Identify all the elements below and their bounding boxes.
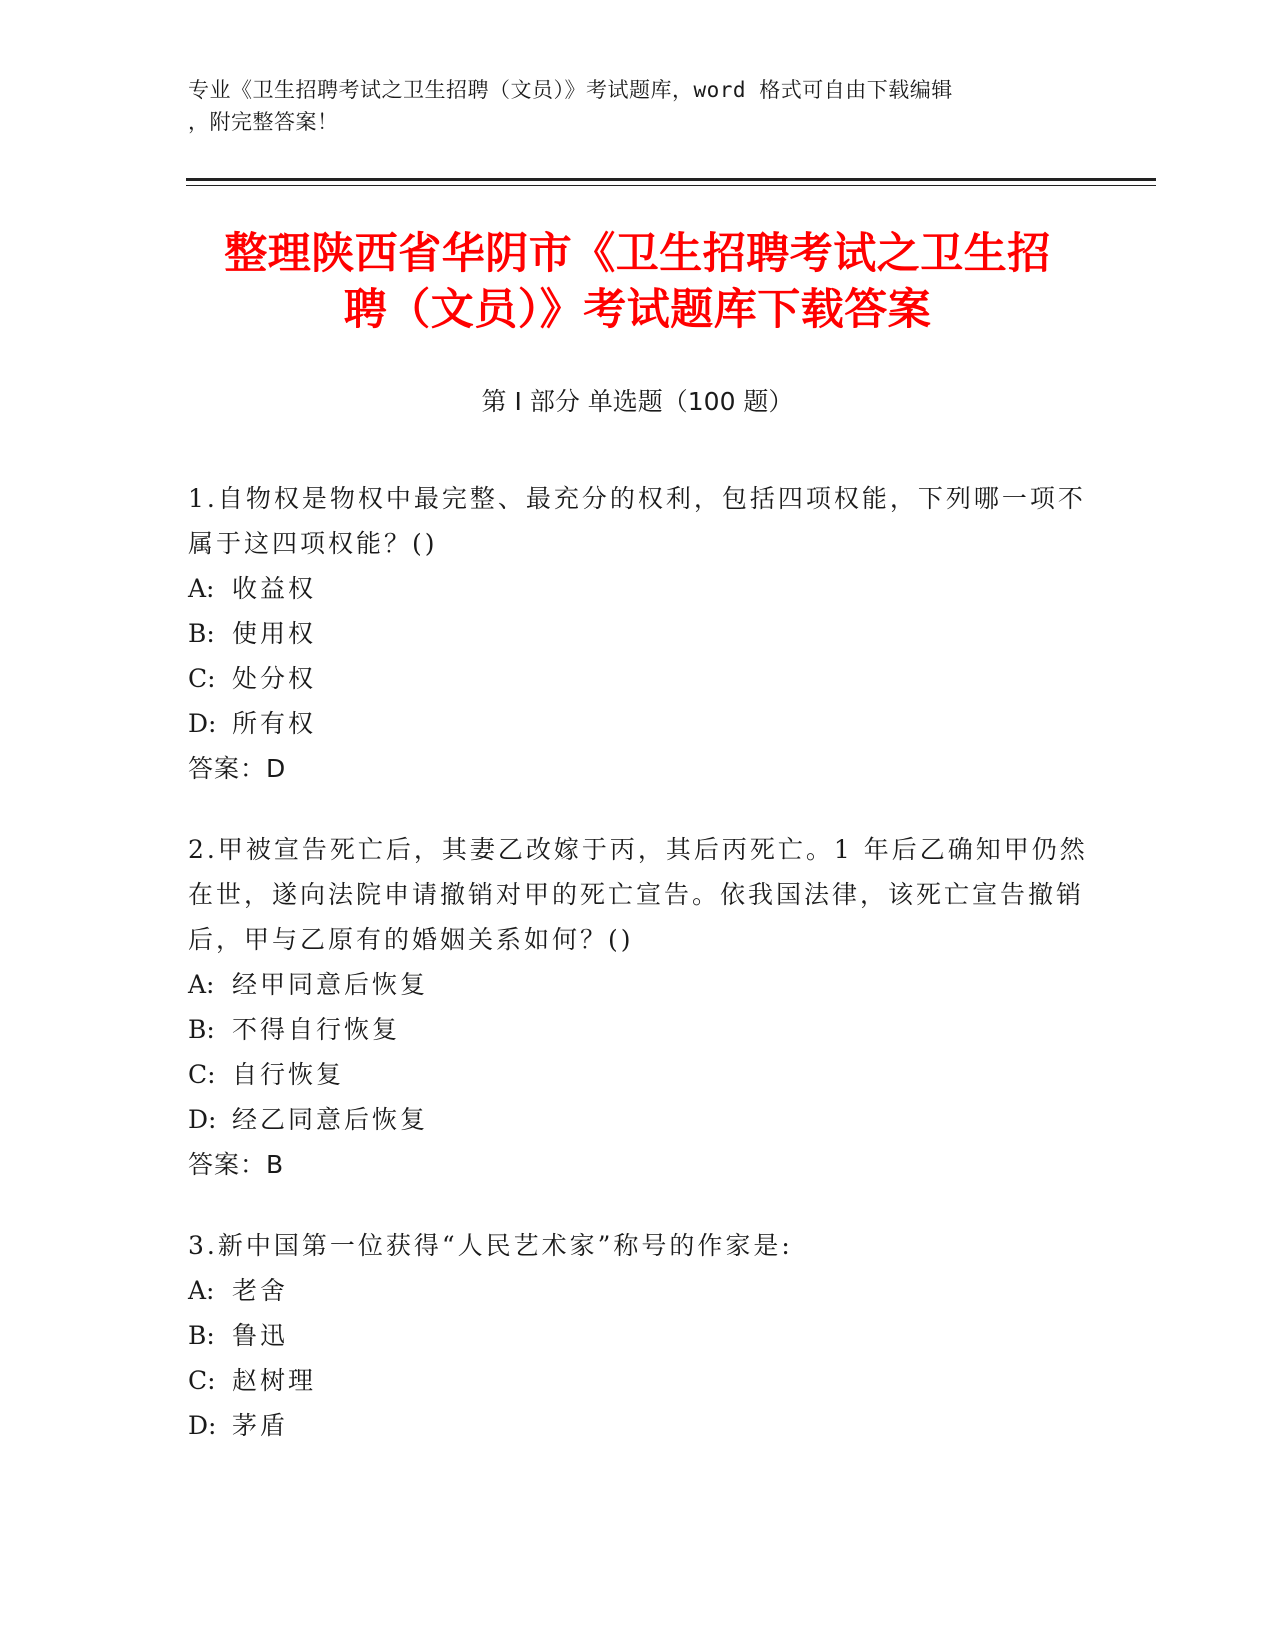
option-c bbox=[188, 1358, 1088, 1403]
option-text: 不得自行恢复 bbox=[232, 1015, 401, 1044]
option-letter: B: bbox=[188, 1015, 215, 1044]
option-text: 老舍 bbox=[232, 1276, 289, 1305]
option-text: 自行恢复 bbox=[232, 1060, 345, 1089]
option-text: 鲁迅 bbox=[232, 1321, 289, 1350]
header-rule-thin bbox=[186, 185, 1156, 186]
question-item bbox=[188, 476, 1088, 791]
option-letter: A: bbox=[188, 1276, 215, 1305]
option-letter: D: bbox=[188, 709, 217, 738]
option-letter: C: bbox=[188, 1060, 216, 1089]
option-letter: A: bbox=[188, 970, 215, 999]
option-a bbox=[188, 1268, 1088, 1313]
option-b bbox=[188, 611, 1088, 656]
answer-line: 答案：D bbox=[188, 754, 287, 783]
option-letter: D: bbox=[188, 1105, 217, 1134]
section-heading: 第 I 部分 单选题（100 题） bbox=[481, 387, 794, 416]
question-text: 1.自物权是物权中最完整、最充分的权利，包括四项权能，下列哪一项不属于这四项权能？() bbox=[188, 484, 1086, 558]
title-line-2: 聘（文员）》考试题库下载答案 bbox=[343, 285, 932, 335]
option-c bbox=[188, 656, 1088, 701]
document-title bbox=[150, 226, 1125, 338]
question-item bbox=[188, 827, 1088, 1187]
option-text: 收益权 bbox=[232, 574, 317, 603]
option-letter: C: bbox=[188, 1366, 216, 1395]
option-d bbox=[188, 1403, 1088, 1448]
header-rule-thick bbox=[186, 178, 1156, 181]
option-b bbox=[188, 1007, 1088, 1052]
option-d bbox=[188, 701, 1088, 746]
header-line-2: ，附完整答案！ bbox=[188, 110, 339, 134]
option-text: 经甲同意后恢复 bbox=[232, 970, 429, 999]
option-text: 经乙同意后恢复 bbox=[232, 1105, 429, 1134]
question-text: 2.甲被宣告死亡后，其妻乙改嫁于丙，其后丙死亡。1 年后乙确知甲仍然在世，遂向法院申请撤销对甲的死亡宣告。依我国法律，该死亡宣告撤销后，甲与乙原有的婚姻关系如何？() bbox=[188, 835, 1088, 954]
option-a bbox=[188, 566, 1088, 611]
option-a bbox=[188, 962, 1088, 1007]
header-line-1: 专业《卫生招聘考试之卫生招聘（文员）》考试题库，word 格式可自由下载编辑 bbox=[188, 78, 953, 102]
option-letter: A: bbox=[188, 574, 215, 603]
option-text: 茅盾 bbox=[232, 1411, 289, 1440]
question-item bbox=[188, 1223, 1088, 1448]
option-letter: B: bbox=[188, 1321, 215, 1350]
question-text: 3.新中国第一位获得“人民艺术家”称号的作家是: bbox=[188, 1231, 793, 1260]
option-text: 处分权 bbox=[232, 664, 317, 693]
option-text: 赵树理 bbox=[232, 1366, 317, 1395]
option-d bbox=[188, 1097, 1088, 1142]
question-list bbox=[188, 476, 1088, 1484]
option-letter: B: bbox=[188, 619, 215, 648]
option-c bbox=[188, 1052, 1088, 1097]
answer-line: 答案：B bbox=[188, 1150, 285, 1179]
document-header bbox=[188, 74, 1078, 138]
option-b bbox=[188, 1313, 1088, 1358]
option-letter: C: bbox=[188, 664, 216, 693]
option-text: 使用权 bbox=[232, 619, 317, 648]
title-line-1: 整理陕西省华阴市《卫生招聘考试之卫生招 bbox=[224, 229, 1051, 279]
option-letter: D: bbox=[188, 1411, 217, 1440]
option-text: 所有权 bbox=[232, 709, 317, 738]
